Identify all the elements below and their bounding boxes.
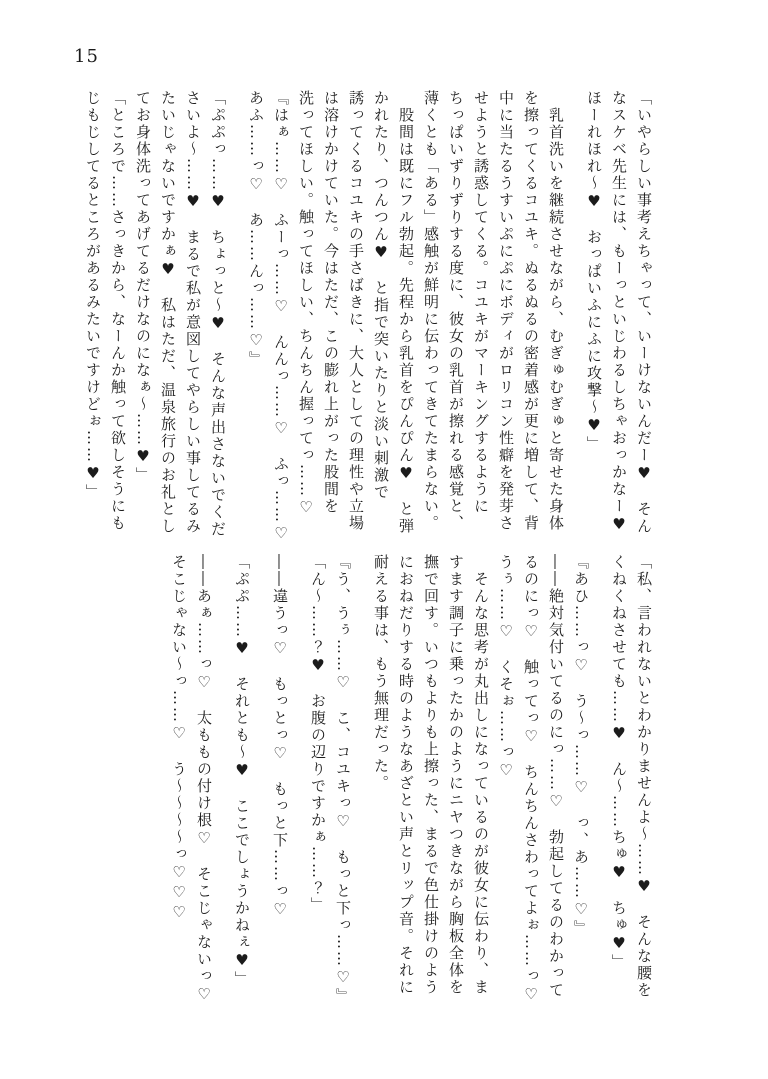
text-line: 『はぁ……♡ ふーっ……♡ んんっ……♡ ふっ……♡ <box>272 90 290 544</box>
text-line: 「ぷぷっ……♥ ちょっと〜♥ そんな声出さないでくだ <box>209 90 227 538</box>
text-line: かれたり、つんつん♥ と指で突いたりと淡い刺激で <box>372 90 390 501</box>
text-line: なスケベ先生には、もーっといじわるしちゃおっかなー♥ <box>610 90 628 535</box>
text-line: あふ……っ♡ あ……んっ……♡』 <box>247 90 265 368</box>
text-line: ――あぁ……っ♡ 太ももの付け根♡ そこじゃないっ♡ <box>195 554 213 1005</box>
text-line: ――違うっ♡ もっとっ♡ もっと下……っ♡ <box>271 554 289 920</box>
text-line: せようと誘惑してくる。コユキがマーキングするように <box>472 90 490 515</box>
text-line: そこじゃない〜っ……♡ う〜〜〜〜っ♡♡♡ <box>170 554 188 923</box>
text-line: るのにっ♡ 触ってっ♡ ちんちんさわってよぉ……っ♡ <box>522 554 540 1005</box>
text-line: 薄くとも「ある」感触が鮮明に伝わってきてたまらない。 <box>422 90 440 532</box>
text-line: 洗ってほしい。触ってほしい、ちんちん握ってっ……♡ <box>297 90 315 518</box>
text-block-bottom <box>166 554 656 1022</box>
text-line: 『う、うぅ……♡ こ、コユキっ♡ もっと下っ……♡』 <box>334 554 352 1005</box>
text-line: うぅ……♡ くそぉ……っ♡ <box>497 554 515 781</box>
text-line: 撫で回す。いつもよりも上擦った、まるで色仕掛けのよう <box>422 554 440 996</box>
text-line: ちっぱいずりずりする度に、彼女の乳首が擦れる感覚と、 <box>447 90 465 532</box>
page-number: 15 <box>74 46 99 67</box>
text-line: たいじゃないですかぁ♥ 私はただ、温泉旅行のお礼とし <box>159 90 177 535</box>
text-line: ほーれほれ〜♥ おっぱいふにふに攻撃〜♥」 <box>585 90 603 453</box>
text-line: そんな思考が丸出しになっているのが彼女に伝わり、ま <box>472 554 490 996</box>
text-line: さいよ〜……♥ まるで私が意図してやらしい事してるみ <box>184 90 202 535</box>
text-line: すます調子に乗ったかのようにニヤつきながら胸板全体を <box>447 554 465 996</box>
text-line: 耐える事は、もう無理だった。 <box>372 554 390 792</box>
text-line: 股間は既にフル勃起。先程から乳首をぴんぴん♥ と弾 <box>397 90 415 535</box>
text-line: 「ん〜……？♥ お腹の辺りですかぁ……？」 <box>309 554 327 914</box>
text-line: 乳首洗いを継続させながら、むぎゅむぎゅと寄せた身体 <box>547 90 565 532</box>
text-line: におねだりする時のようなあざとい声とリップ音。それに <box>397 554 415 996</box>
text-line: は溶けかけていた。今はただ、この膨れ上がった股間を <box>322 90 340 515</box>
text-line: 『あひ……っ♡ う〜っ……♡ っ、あ……♡』 <box>572 554 590 937</box>
text-line: てお身体洗ってあげてるだけなのになぁ〜……♥」 <box>134 90 152 484</box>
text-line: くねくねさせても……♥ ん〜……ちゅ♥ ちゅ♥」 <box>610 554 628 971</box>
text-line: 「ところで……さっきから、なーんか触って欲しそうにも <box>109 90 127 532</box>
text-line: 「いやらしい事考えちゃって、いーけないんだー♥ そん <box>635 90 653 535</box>
text-line: 「ぷぷ……♥ それとも〜♥ ここでしょうかねぇ♥」 <box>233 554 251 988</box>
text-line: ――絶対気付いてるのにっ……♡ 勃起してるのわかって <box>547 554 565 999</box>
text-line: 「私、言われないとわかりませんよ〜……♥ そんな腰を <box>635 554 653 999</box>
text-line: じもじしてるところがあるみたいですけどぉ……♥」 <box>84 90 102 501</box>
text-line: 誘ってくるコユキの手さばきに、大人としての理性や立場 <box>347 90 365 532</box>
text-line: を擦ってくるコユキ。ぬるぬるの密着感が更に増して、背 <box>522 90 540 532</box>
text-block-top <box>80 90 656 558</box>
text-line: 中に当たるうすいぷにぷにボディがロリコン性癖を発芽さ <box>497 90 515 532</box>
